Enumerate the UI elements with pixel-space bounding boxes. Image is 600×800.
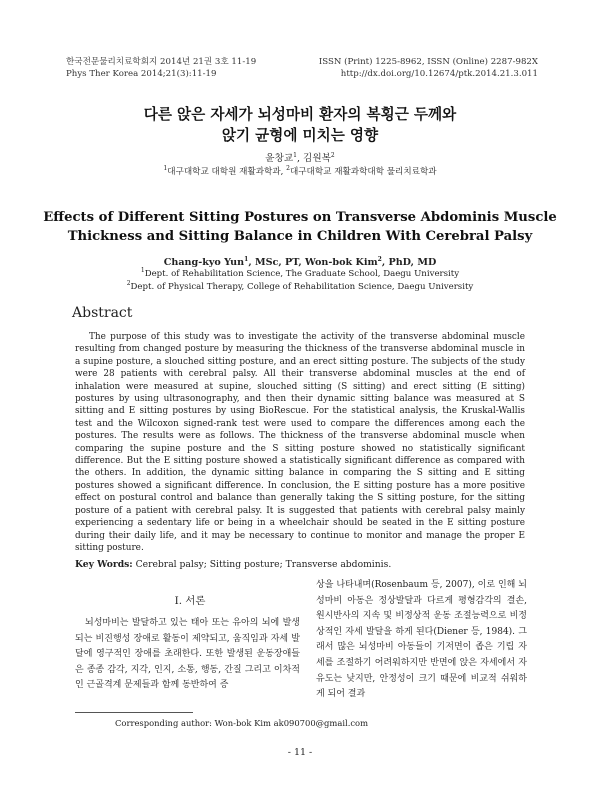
title-korean-line1: 다른 앉은 자세가 뇌성마비 환자의 복횡근 두께와: [143, 106, 457, 123]
author1-name-ko: 윤창교: [265, 153, 294, 164]
affil2-en: Dept. of Physical Therapy, College of Rehabilitation Science, Daegu University: [130, 282, 474, 292]
title-korean: [0, 104, 600, 146]
affil1-en-line: [0, 268, 600, 281]
journal-citation-en: Phys Ther Korea 2014;21(3):11-19: [66, 69, 217, 79]
title-english: [40, 208, 560, 246]
abstract-heading: Abstract: [72, 305, 133, 321]
page-number: - 11 -: [287, 747, 313, 758]
keywords-text: Cerebral palsy; Sitting posture; Transverse abdominis.: [132, 559, 392, 570]
affil1-ko: 대구대학교 대학원 재활과학과,: [167, 167, 287, 177]
journal-citation-ko: 한국전문물리치료학회지 2014년 21권 3호 11-19: [66, 57, 257, 67]
title-english-line1: Effects of Different Sitting Postures on Transverse Abdominis Muscle: [43, 210, 557, 225]
affil1-sup-en: 1: [140, 267, 145, 275]
author-mid-en: , MSc, PT, Won-bok Kim: [248, 257, 378, 268]
journal-header-left: [66, 56, 256, 80]
author1-sup-ko: 1: [293, 151, 297, 159]
author2-name-ko: 김원복: [303, 153, 331, 164]
intro-right-column: 상을 나타내며(Rosenbaum 등, 2007), 이로 인해 뇌성마비 아동은 정상발달과 다르게 평형감각의 결손, 원시반사의 지속 및 비정상적 운동 조절능력으로 비정상적인 자세 발달을 하게 된다(Diener 등, 1984). 그래서 많은 뇌성마비 아동들이 기저면이 좁은 기립 자세를 조절하기 어려워하지만 반면에 앉은 자세에서 자유도는 낮지만, 안정성이 크기 때문에 비교적 쉬워하게 되어 결과: [316, 580, 527, 700]
title-english-line2: Thickness and Sitting Balance in Children With Cerebral Palsy: [67, 229, 533, 244]
affil1-en: Dept. of Rehabilitation Science, The Graduate School, Daegu University: [144, 269, 460, 279]
abstract-body: The purpose of this study was to investigate the activity of the transverse abdominal muscle resulting from changed posture by measuring the thickness of the transverse abdominal muscle in a supine posture, a slouched sitting posture, and an erect sitting posture. The subjects of the study were 28 patients with cerebral palsy. All their transverse abdominal muscles at the end of inhalation were measured at supine, slouched sitting (S sitting) and erect sitting (E sitting) postures by using ultrasonography, and then their dynamic sitting balance was measured at S sitting and E sitting postures by using BioRescue. For the statistical analysis, the Kruskal-Wallis test and the Wilcoxon signed-rank test were used to compare the differences among each the postures. The results were as follows. The thickness of the transverse abdominal muscle when comparing the supine posture and the S sitting posture showed no statistically significant difference. But the E sitting posture showed a statistically significant difference as compared with the others. In addition, the dynamic sitting balance in comparing the S sitting and E sitting postures showed a significant difference. In conclusion, the E sitting posture has a more positive effect on postural control and balance than generally taking the S sitting posture, for the sitting posture of a patient with cerebral palsy. It is suggested that patients with cerebral palsy mainly experiencing a sedentary life or being in a wheelchair should be seated in the E sitting posture during their daily life, and it may be necessary to continue to monitor and manage the proper E sitting posture.: [75, 332, 525, 553]
author2-sup-ko: 2: [330, 151, 335, 159]
authors-korean: [0, 152, 600, 165]
affil2-sup-en: 2: [126, 280, 131, 288]
keywords-label: Key Words:: [75, 559, 133, 570]
journal-header-right: [319, 56, 538, 80]
affil1-sup-ko: 1: [163, 165, 168, 173]
author1-sup-en: 1: [244, 255, 249, 263]
issn-line: ISSN (Print) 1225-8962, ISSN (Online) 2287-982X: [318, 57, 538, 67]
intro-left-column: 뇌성마비는 발달하고 있는 태아 또는 유아의 뇌에 발생되는 비진행성 장애로 활동이 제약되고, 움직임과 자세 발달에 영구적인 장애를 초래한다. 또한 발생된 운동장애들은 종종 감각, 지각, 인지, 소통, 행동, 간질 그리고 이차적인 근골격계 문제들과 함께 동반하여 증: [75, 618, 300, 691]
affil2-sup-ko: 2: [286, 165, 290, 173]
section-heading-introduction: Ⅰ. 서론: [174, 595, 206, 607]
author2-sup-en: 2: [377, 255, 382, 263]
affiliations-english: [0, 268, 600, 294]
corresponding-author-footnote: Corresponding author: Won-bok Kim ak090700@gmail.com: [115, 718, 369, 728]
affiliations-korean: [0, 166, 600, 178]
doi-link[interactable]: http://dx.doi.org/10.12674/ptk.2014.21.3.011: [340, 69, 538, 79]
author1-name-en: Chang-kyo Yun: [163, 257, 245, 268]
keywords: [75, 558, 535, 571]
footnote-divider: [75, 712, 193, 713]
author-tail-en: , PhD, MD: [381, 257, 437, 268]
affil2-en-line: [0, 281, 600, 294]
title-korean-line2: 앉기 균형에 미치는 영향: [221, 127, 379, 144]
author-separator-ko: ,: [296, 153, 304, 164]
affil2-ko: 대구대학교 재활과학대학 물리치료학과: [289, 167, 437, 177]
